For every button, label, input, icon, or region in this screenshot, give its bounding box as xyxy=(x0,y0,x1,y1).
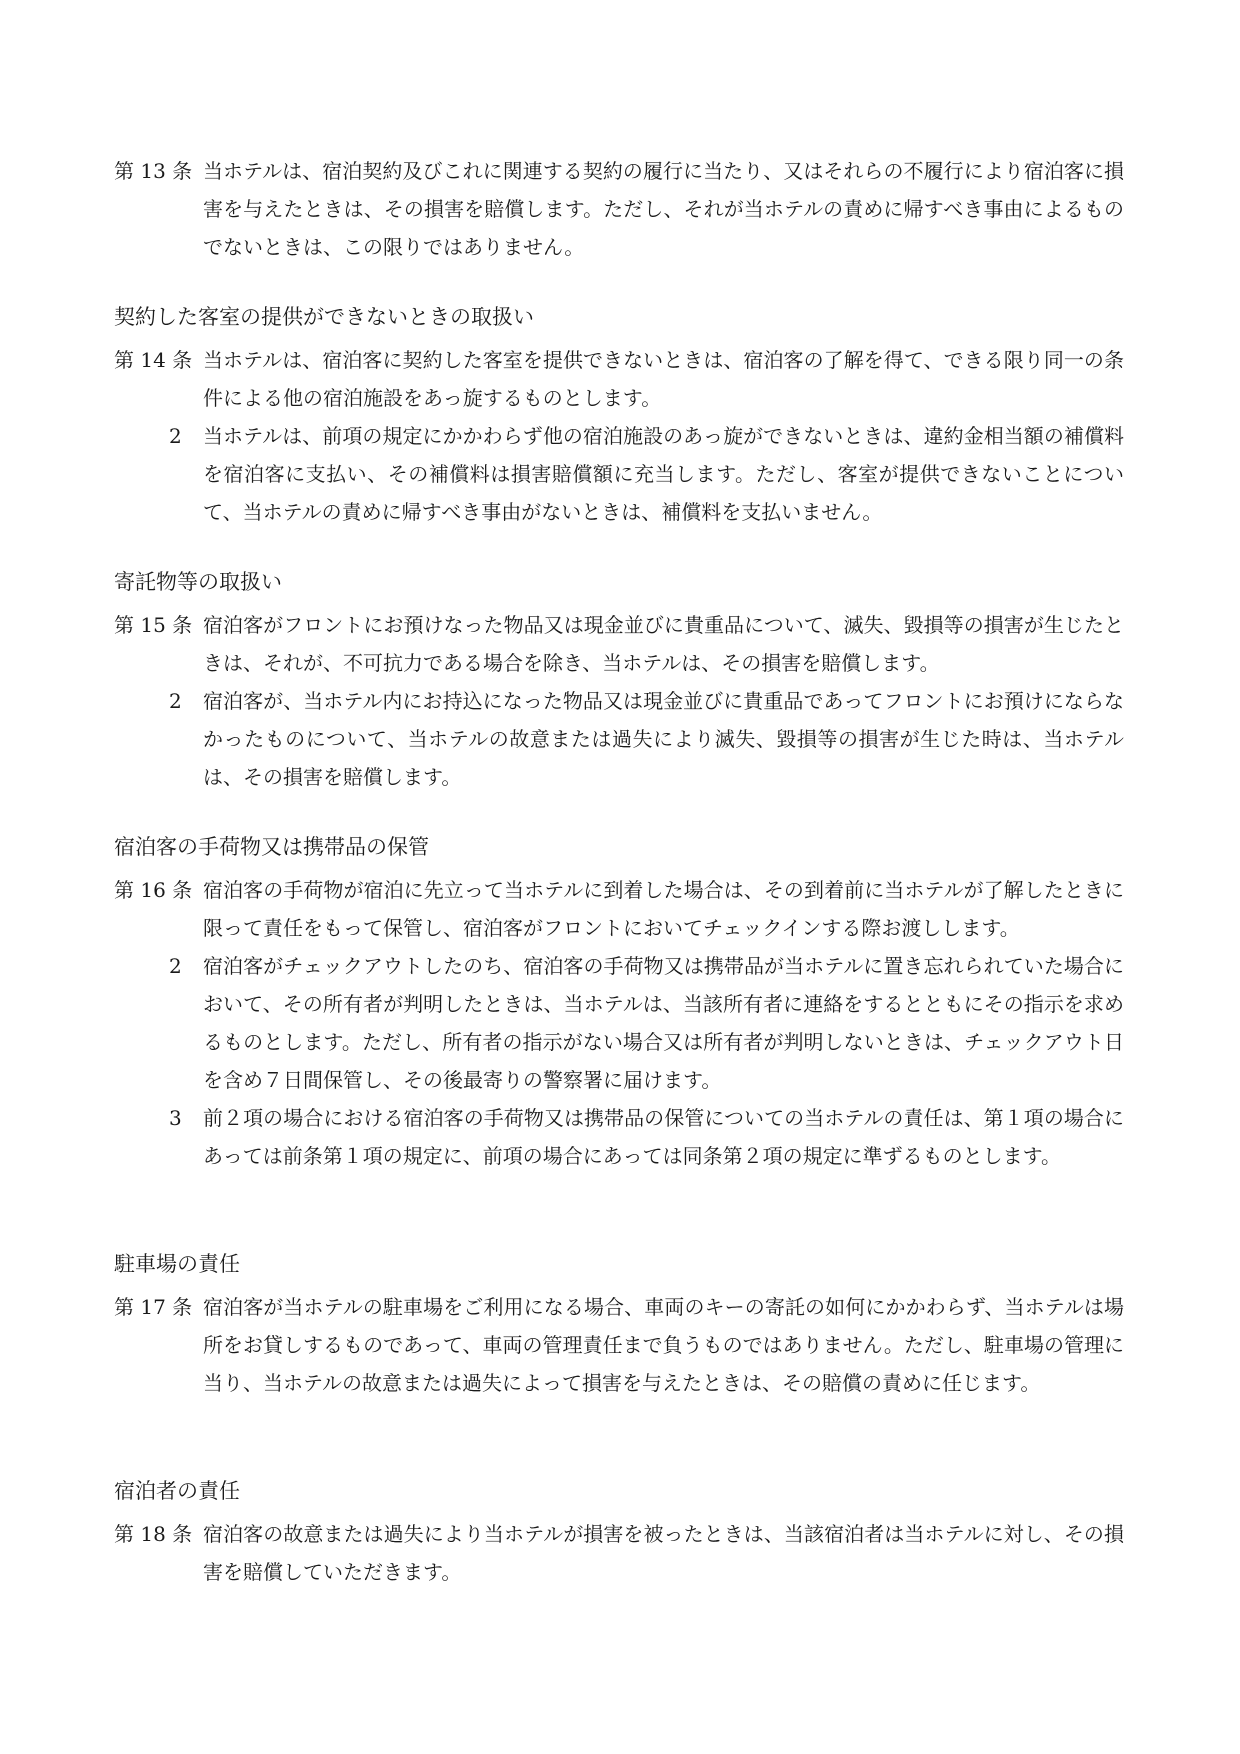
section-heading-17: 駐車場の責任 xyxy=(114,1252,240,1276)
clause-text: 宿泊客がチェックアウトしたのち、宿泊客の手荷物又は携帯品が当ホテルに置き忘れられていた場合において、その所有者が判明したときは、当ホテルは、当該所有者に連絡をするとともにその指示を求めるものとします。ただし、所有者の指示がない場合又は所有者が判明しないときは、チェックアウト日を含め７日間保管し、その後最寄りの警察署に届けます。 xyxy=(203,954,1124,1092)
article-16-clause-3 xyxy=(114,1099,1124,1175)
section-heading-16: 宿泊客の手荷物又は携帯品の保管 xyxy=(114,835,429,859)
clause-text: 宿泊客が、当ホテル内にお持込になった物品又は現金並びに貴重品であってフロントにお預けにならなかったものについて、当ホテルの故意または過失により滅失、毀損等の損害が生じた時は、当ホテルは、その損害を賠償します。 xyxy=(203,689,1124,789)
clause-text: 当ホテルは、前項の規定にかかわらず他の宿泊施設のあっ旋ができないときは、違約金相当額の補償料を宿泊客に支払い、その補償料は損害賠償額に充当します。ただし、客室が提供できないことについて、当ホテルの責めに帰すべき事由がないときは、補償料を支払いません。 xyxy=(203,424,1124,524)
clause-number: 2 xyxy=(169,424,182,448)
article-17 xyxy=(114,1288,1124,1402)
clause-number: 2 xyxy=(169,689,182,713)
clause-number: 2 xyxy=(169,954,182,978)
article-label: 第 17 条 xyxy=(114,1295,193,1319)
article-text: 宿泊客の故意または過失により当ホテルが損害を被ったときは、当該宿泊者は当ホテルに対し、その損害を賠償していただきます。 xyxy=(203,1522,1124,1584)
article-label: 第 18 条 xyxy=(114,1522,193,1546)
article-label: 第 14 条 xyxy=(114,348,193,372)
section-heading-14: 契約した客室の提供ができないときの取扱い xyxy=(114,305,534,329)
article-15-clause-2 xyxy=(114,682,1124,796)
section-heading-18: 宿泊者の責任 xyxy=(114,1479,240,1503)
article-text: 当ホテルは、宿泊客に契約した客室を提供できないときは、宿泊客の了解を得て、できる限り同一の条件による他の宿泊施設をあっ旋するものとします。 xyxy=(203,348,1124,410)
article-15 xyxy=(114,606,1124,682)
article-label: 第 13 条 xyxy=(114,159,193,183)
article-label: 第 15 条 xyxy=(114,613,193,637)
article-18 xyxy=(114,1515,1124,1591)
section-heading-15: 寄託物等の取扱い xyxy=(114,570,282,594)
clause-number: 3 xyxy=(169,1106,182,1130)
article-text: 宿泊客の手荷物が宿泊に先立って当ホテルに到着した場合は、その到着前に当ホテルが了解したときに限って責任をもって保管し、宿泊客がフロントにおいてチェックインする際お渡しします。 xyxy=(203,878,1124,940)
article-text: 当ホテルは、宿泊契約及びこれに関連する契約の履行に当たり、又はそれらの不履行により宿泊客に損害を与えたときは、その損害を賠償します。ただし、それが当ホテルの責めに帰すべき事由によるものでないときは、この限りではありません。 xyxy=(203,159,1124,259)
article-14-clause-2 xyxy=(114,417,1124,531)
article-16-clause-2 xyxy=(114,947,1124,1099)
article-16 xyxy=(114,871,1124,947)
clause-text: 前２項の場合における宿泊客の手荷物又は携帯品の保管についての当ホテルの責任は、第１項の場合にあっては前条第１項の規定に、前項の場合にあっては同条第２項の規定に準ずるものとします。 xyxy=(203,1106,1124,1168)
article-label: 第 16 条 xyxy=(114,878,193,902)
article-text: 宿泊客がフロントにお預けなった物品又は現金並びに貴重品について、滅失、毀損等の損害が生じたときは、それが、不可抗力である場合を除き、当ホテルは、その損害を賠償します。 xyxy=(203,613,1124,675)
article-13 xyxy=(114,152,1124,266)
article-14 xyxy=(114,341,1124,417)
article-text: 宿泊客が当ホテルの駐車場をご利用になる場合、車両のキーの寄託の如何にかかわらず、当ホテルは場所をお貸しするものであって、車両の管理責任まで負うものではありません。ただし、駐車場の管理に当り、当ホテルの故意または過失によって損害を与えたときは、その賠償の責めに任じます。 xyxy=(203,1295,1124,1395)
